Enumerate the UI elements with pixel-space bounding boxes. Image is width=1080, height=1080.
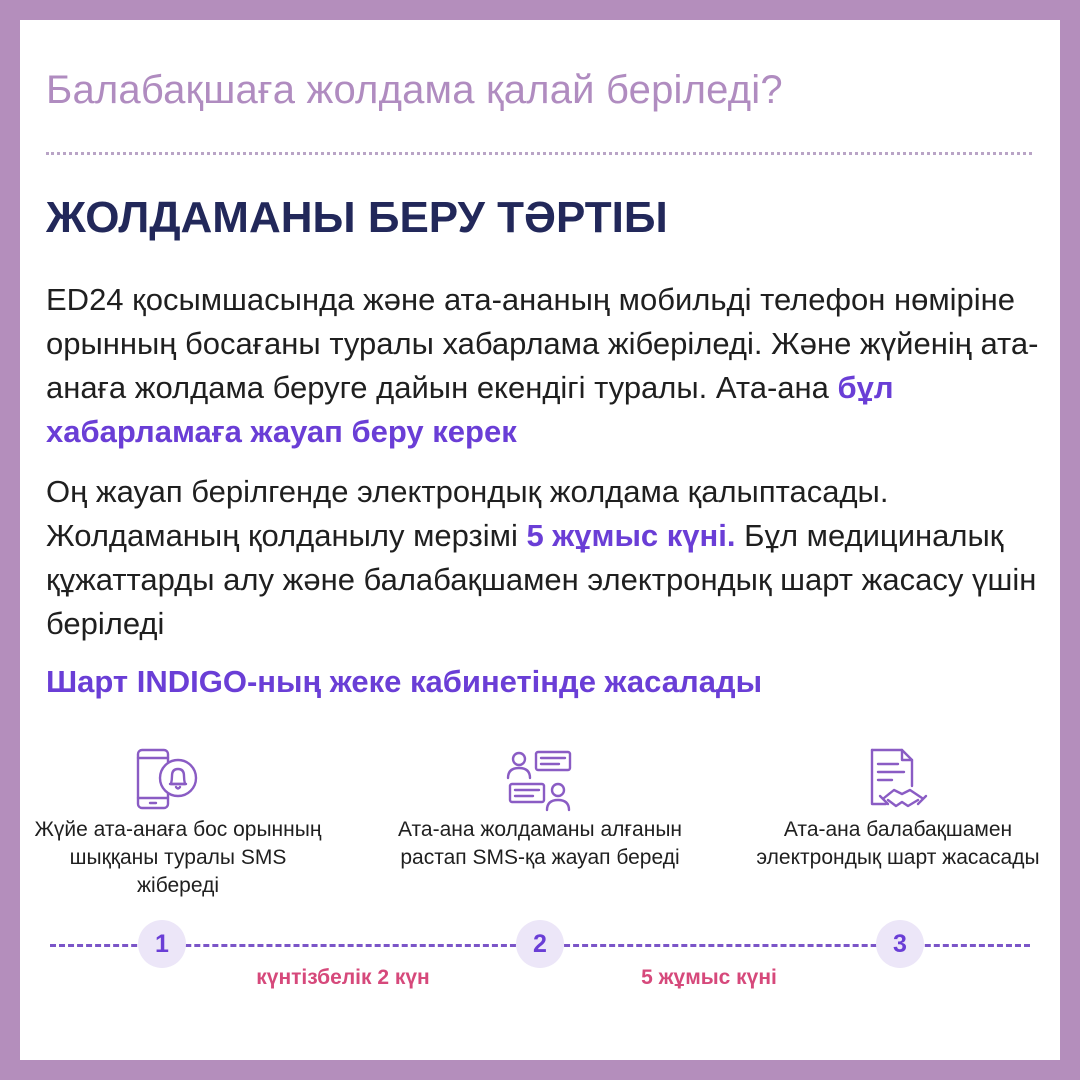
paragraph-referral-text-before: Оң жауап берілгенде электрондық жолдама қалыптасады. Жолдаманың қолданылу мерзімі bbox=[46, 474, 889, 553]
paragraph-notification-highlight: бұл хабарламаға жауап беру керек bbox=[46, 370, 894, 449]
step-3-badge: 3 bbox=[876, 920, 924, 968]
paragraph-referral-highlight: 5 жұмыс күні. bbox=[526, 518, 736, 553]
contract-callout: Шарт INDIGO-ның жеке кабинетінде жасалады bbox=[46, 664, 763, 699]
page-subtitle: Балабақшаға жолдама қалай беріледі? bbox=[46, 68, 783, 112]
phone-bell-icon bbox=[132, 746, 204, 818]
step-1-text: Жүйе ата-анаға бос орынның шыққаны туралы SMS жібереді bbox=[34, 818, 322, 897]
paragraph-referral bbox=[46, 470, 1046, 646]
duration-working-days: 5 жұмыс күні bbox=[641, 966, 777, 989]
duration-calendar-days: күнтізбелік 2 күн bbox=[256, 966, 430, 989]
contract-handshake-icon bbox=[862, 746, 934, 818]
dotted-divider bbox=[46, 152, 1032, 155]
step-2-badge: 2 bbox=[516, 920, 564, 968]
step-1-badge: 1 bbox=[138, 920, 186, 968]
page-title: ЖОЛДАМАНЫ БЕРУ ТӘРТІБІ bbox=[46, 193, 668, 242]
paragraph-notification bbox=[46, 278, 1046, 454]
paragraph-notification-text: ED24 қосымшасында және ата-ананың мобильді телефон нөміріне орынның босағаны туралы хабарлама жіберіледі. Және жүйенің ата-анаға жолдама беруге дайын екендігі туралы. Ата-ана bbox=[46, 282, 1039, 405]
chat-people-icon bbox=[504, 746, 576, 818]
step-3-text: Ата-ана балабақшамен электрондық шарт жасасады bbox=[756, 818, 1040, 869]
info-card bbox=[20, 20, 1060, 1060]
step-2-text: Ата-ана жолдаманы алғанын растап SMS-қа жауап береді bbox=[397, 818, 683, 869]
paragraph-referral-text-after: Бұл медициналық құжаттарды алу және балабақшамен электрондық шарт жасасу үшін беріледі bbox=[46, 518, 1037, 641]
